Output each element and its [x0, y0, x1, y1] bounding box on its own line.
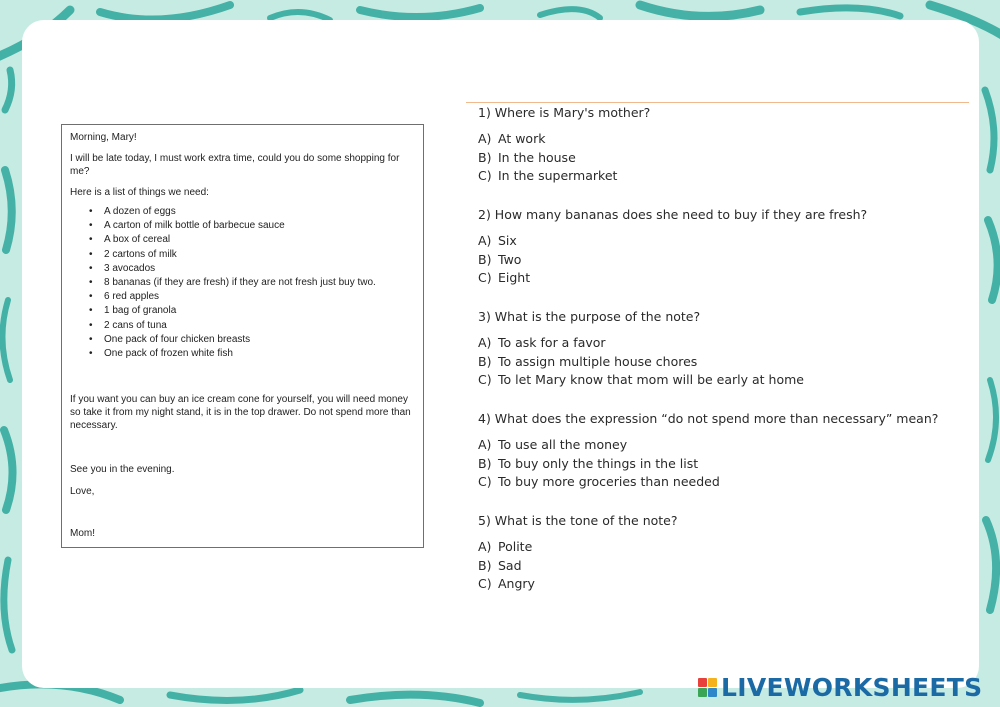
- answer-option[interactable]: [478, 251, 978, 270]
- list-item: • A dozen of eggs: [104, 205, 415, 219]
- answer-option[interactable]: [478, 371, 978, 390]
- logo-text: LIVEWORKSHEETS: [721, 672, 983, 702]
- answer-option[interactable]: [478, 130, 978, 149]
- answer-option[interactable]: [478, 232, 978, 251]
- list-item: • 2 cans of tuna: [104, 319, 415, 333]
- question-1: [478, 104, 978, 206]
- option-text: To ask for a favor: [498, 335, 606, 350]
- option-text: Angry: [498, 576, 535, 591]
- question-4: [478, 410, 978, 512]
- option-text: In the supermarket: [498, 168, 618, 183]
- list-item: • 2 cartons of milk: [104, 248, 415, 262]
- list-item: • A box of cereal: [104, 233, 415, 247]
- liveworksheets-logo: [698, 670, 982, 704]
- answer-option[interactable]: [478, 455, 978, 474]
- option-letter: C): [478, 576, 492, 591]
- option-letter: B): [478, 557, 492, 573]
- option-letter: A): [478, 539, 492, 554]
- answer-option[interactable]: [478, 436, 978, 455]
- option-letter: B): [478, 149, 492, 165]
- option-letter: C): [478, 270, 492, 285]
- answer-option[interactable]: [478, 269, 978, 288]
- option-letter: B): [478, 251, 492, 267]
- answer-option[interactable]: [478, 334, 978, 353]
- option-text: Eight: [498, 270, 531, 285]
- question-2: [478, 206, 978, 308]
- option-text: To let Mary know that mom will be early at home: [498, 372, 804, 387]
- list-item: • 8 bananas (if they are fresh) if they are not fresh just buy two.: [104, 276, 415, 290]
- question-text: 4) What does the expression “do not spend more than necessary” mean?: [478, 411, 939, 426]
- question-text: 2) How many bananas does she need to buy if they are fresh?: [478, 207, 868, 222]
- option-letter: A): [478, 233, 492, 248]
- option-letter: C): [478, 474, 492, 489]
- answer-option[interactable]: [478, 557, 978, 576]
- option-text: To assign multiple house chores: [498, 353, 698, 369]
- option-text: To use all the money: [498, 437, 628, 452]
- option-letter: C): [478, 168, 492, 183]
- note-greeting: Morning, Mary!: [70, 132, 137, 143]
- option-letter: C): [478, 372, 492, 387]
- answer-option[interactable]: [478, 167, 978, 186]
- note-signature: Mom!: [70, 528, 95, 539]
- answer-option[interactable]: [478, 538, 978, 557]
- question-text: 1) Where is Mary's mother?: [478, 105, 651, 120]
- option-letter: B): [478, 353, 492, 369]
- option-text: To buy more groceries than needed: [498, 474, 720, 489]
- question-5: [478, 512, 978, 614]
- questions-panel: [478, 104, 978, 614]
- option-text: To buy only the things in the list: [498, 455, 699, 471]
- option-letter: A): [478, 131, 492, 146]
- option-letter: A): [478, 437, 492, 452]
- note-see-you: See you in the evening.: [70, 464, 175, 475]
- list-item: • 1 bag of granola: [104, 304, 415, 318]
- option-text: At work: [498, 131, 546, 146]
- list-item: • A carton of milk bottle of barbecue sauce: [104, 219, 415, 233]
- answer-option[interactable]: [478, 149, 978, 168]
- question-text: 5) What is the tone of the note?: [478, 513, 678, 528]
- answer-option[interactable]: [478, 473, 978, 492]
- note-request: I will be late today, I must work extra time, could you do some shopping for me?: [70, 153, 400, 177]
- option-letter: A): [478, 335, 492, 350]
- note-love: Love,: [70, 486, 95, 497]
- list-item: • One pack of frozen white fish: [104, 347, 415, 361]
- questions-divider: [466, 102, 969, 103]
- option-text: Six: [498, 233, 517, 248]
- list-item: • 6 red apples: [104, 290, 415, 304]
- note-list-intro: Here is a list of things we need:: [70, 187, 209, 198]
- question-3: [478, 308, 978, 410]
- option-letter: B): [478, 455, 492, 471]
- option-text: Two: [498, 251, 522, 267]
- question-text: 3) What is the purpose of the note?: [478, 309, 701, 324]
- option-text: Polite: [498, 539, 533, 554]
- option-text: Sad: [498, 557, 522, 573]
- answer-option[interactable]: [478, 575, 978, 594]
- answer-option[interactable]: [478, 353, 978, 372]
- list-item: • One pack of four chicken breasts: [104, 333, 415, 347]
- note-extra-paragraph: If you want you can buy an ice cream cone for yourself, you will need money so take it from my night stand, it is in the top drawer. Do not spend more than necessary.: [70, 394, 411, 431]
- logo-blocks-icon: [698, 678, 717, 697]
- note-box: [61, 124, 424, 548]
- option-text: In the house: [498, 149, 576, 165]
- shopping-list: [70, 205, 415, 361]
- list-item: • 3 avocados: [104, 262, 415, 276]
